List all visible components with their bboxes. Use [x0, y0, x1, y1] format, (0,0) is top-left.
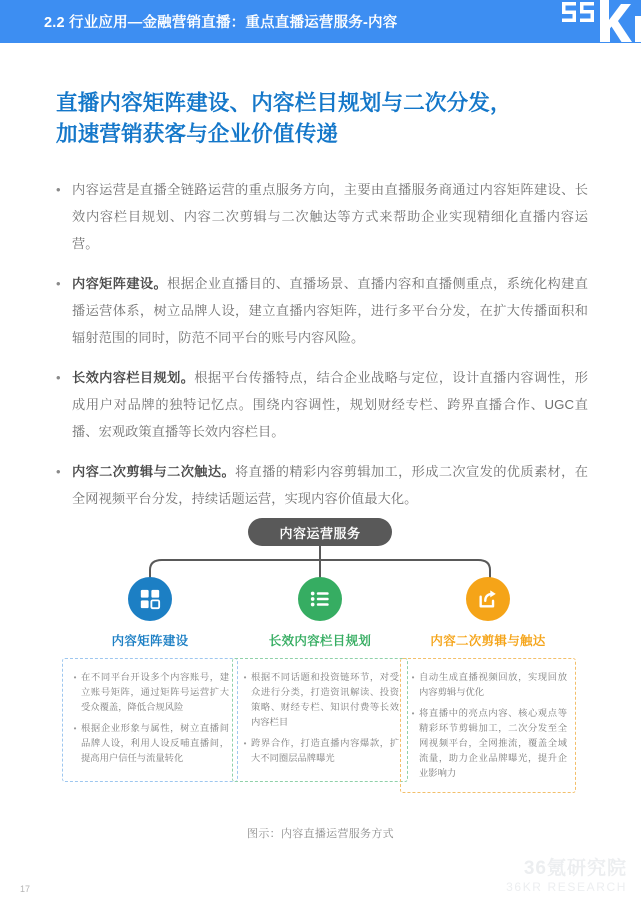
card-list-item	[407, 670, 567, 700]
branch-label: 内容矩阵建设	[111, 634, 189, 648]
diagram-root-node: 内容运营服务	[248, 518, 392, 546]
body-bullet-item	[56, 364, 588, 445]
card-bullet-marker: •	[73, 673, 77, 682]
page-title-line-1: 直播内容矩阵建设、内容栏目规划与二次分发，	[56, 91, 512, 115]
page-title-line-2: 加速营销获客与企业价值传递	[56, 122, 339, 146]
branch-label: 内容二次剪辑与触达	[430, 634, 546, 648]
share-export-icon	[466, 577, 510, 621]
header-title: 2.2 行业应用—金融营销直播：重点直播运营服务-内容	[44, 15, 398, 31]
bullet-marker: •	[56, 276, 61, 291]
watermark	[506, 858, 627, 895]
branch-detail-card	[232, 658, 408, 782]
card-item-text: 在不同平台开设多个内容账号，建立账号矩阵，通过矩阵号运营扩大受众覆盖，降低合规风险	[81, 672, 229, 712]
body-paragraph	[72, 458, 588, 512]
figure-caption: 图示：内容直播运营服务方式	[247, 828, 394, 840]
branch-label: 长效内容栏目规划	[268, 634, 372, 648]
grid-matrix-icon	[128, 577, 172, 621]
body-paragraph	[72, 270, 588, 351]
watermark-chinese: 36氪研究院	[523, 858, 627, 879]
body-paragraph-text: 内容运营是直播全链路运营的重点服务方向，主要由直播服务商通过内容矩阵建设、长效内容栏目规划、内容二次剪辑与二次触达等方式来帮助企业实现精细化直播内容运营。	[72, 182, 588, 251]
branch-detail-card	[400, 658, 576, 793]
card-list-item	[239, 670, 399, 730]
card-bullet-marker: •	[411, 673, 415, 682]
card-list-item	[239, 736, 399, 766]
body-paragraph	[72, 364, 588, 445]
diagram-branch-content-column-planning	[232, 577, 408, 782]
card-bullet-marker: •	[243, 673, 247, 682]
body-paragraph-text: 根据企业直播目的、直播场景、直播内容和直播侧重点，系统化构建直播运营体系，树立品牌人设，建立直播内容矩阵，进行多平台分发，在扩大传播面积和辐射范围的同时，防范不同平台的账号内容风险。	[72, 276, 588, 345]
page-number: 17	[20, 884, 31, 894]
card-bullet-marker: •	[243, 739, 247, 748]
body-bullet-item	[56, 176, 588, 257]
body-paragraph-text: 将直播的精彩内容剪辑加工，形成二次宣发的优质素材，在全网视频平台分发，持续话题运营，实现内容价值最大化。	[72, 464, 588, 506]
body-lead: 内容矩阵建设。	[72, 276, 168, 291]
card-list-item	[69, 670, 229, 715]
diagram-branch-reedit-retouch	[400, 577, 576, 793]
card-item-text: 自动生成直播视频回放，实现回放内容剪辑与优化	[419, 672, 567, 697]
bullet-marker: •	[56, 464, 61, 479]
card-item-text: 跨界合作，打造直播内容爆款，扩大不同圈层品牌曝光	[251, 738, 399, 763]
body-lead: 内容二次剪辑与二次触达。	[72, 464, 236, 479]
body-bullet-item	[56, 270, 588, 351]
content-operation-diagram	[0, 512, 641, 842]
card-list-item	[69, 721, 229, 766]
card-item-text: 将直播中的亮点内容、核心观点等精彩环节剪辑加工，二次分发至全网视频平台，全网推流，覆盖全域流量，助力企业品牌曝光，提升企业影响力	[419, 708, 567, 778]
body-paragraph	[72, 176, 588, 257]
page-title	[56, 88, 586, 150]
diagram-branch-content-matrix	[62, 577, 238, 782]
card-list-item	[407, 706, 567, 781]
branch-detail-card	[62, 658, 238, 782]
body-bullet-list	[56, 176, 588, 525]
body-lead: 长效内容栏目规划。	[72, 370, 195, 385]
bullet-marker: •	[56, 370, 61, 385]
card-item-text: 根据不同话题和投资链环节，对受众进行分类，打造资讯解读、投资策略、财经专栏、知识付费等长效内容栏目	[251, 672, 399, 727]
card-bullet-marker: •	[411, 709, 415, 718]
watermark-english: 36KR RESEARCH	[506, 880, 627, 894]
card-item-text: 根据企业形象与属性，树立直播间品牌人设，利用人设反哺直播间，提高用户信任与流量转化	[81, 723, 229, 763]
body-bullet-item	[56, 458, 588, 512]
body-paragraph-text: 根据平台传播特点，结合企业战略与定位，设计直播内容调性，形成用户对品牌的独特记忆点。围绕内容调性，规划财经专栏、跨界直播合作、UGC直播、宏观政策直播等长效内容栏目。	[72, 370, 588, 439]
card-bullet-marker: •	[73, 724, 77, 733]
list-lines-icon	[298, 577, 342, 621]
bullet-marker: •	[56, 182, 61, 197]
